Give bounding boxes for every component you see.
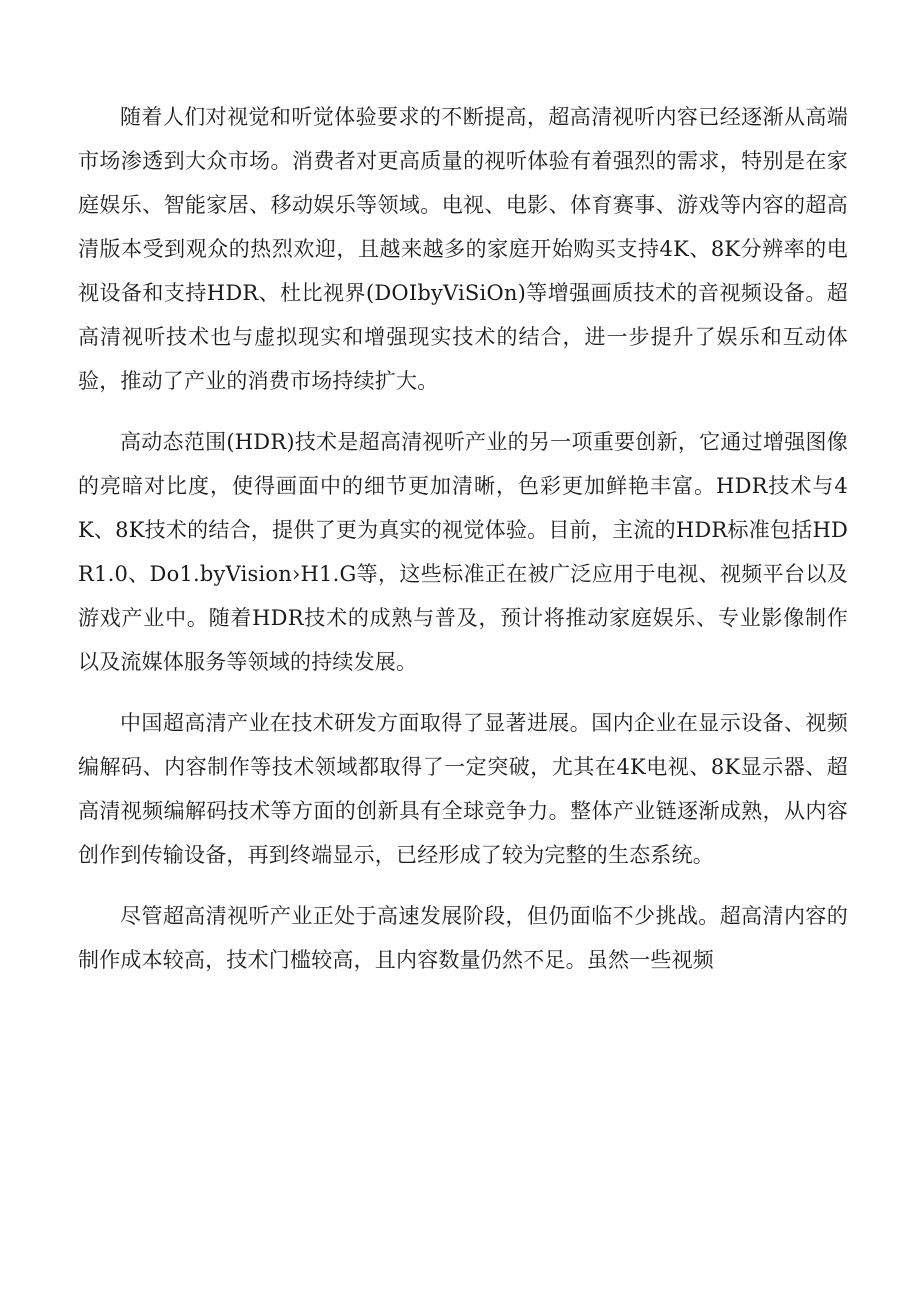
paragraph-hdr-technology: 高动态范围(HDR)技术是超高清视听产业的另一项重要创新，它通过增强图像的亮暗对比度，使得画面中的细节更加清晰，色彩更加鲜艳丰富。HDR技术与4K、8K技术的结合，提供了更为真实的视觉体验。目前，主流的HDR标准包括HDR1.0、Do1.byVision›H1.G等，这些标准正在被广泛应用于电视、视频平台以及游戏产业中。随着HDR技术的成熟与普及，预计将推动家庭娱乐、专业影像制作以及流媒体服务等领域的持续发展。 <box>78 430 848 674</box>
paragraph-challenges: 尽管超高清视听产业正处于高速发展阶段，但仍面临不少挑战。超高清内容的制作成本较高，技术门槛较高，且内容数量仍然不足。虽然一些视频 <box>78 904 848 972</box>
document-body <box>78 95 848 999</box>
paragraph-consumer-demand: 随着人们对视觉和听觉体验要求的不断提高，超高清视听内容已经逐渐从高端市场渗透到大众市场。消费者对更高质量的视听体验有着强烈的需求，特别是在家庭娱乐、智能家居、移动娱乐等领域。电视、电影、体育赛事、游戏等内容的超高清版本受到观众的热烈欢迎，且越来越多的家庭开始购买支持4K、8K分辨率的电视设备和支持HDR、杜比视界(DOIbyViSiOn)等增强画质技术的音视频设备。超高清视听技术也与虚拟现实和增强现实技术的结合，进一步提升了娱乐和互动体验，推动了产业的消费市场持续扩大。 <box>78 105 848 393</box>
paragraph-china-industry: 中国超高清产业在技术研发方面取得了显著进展。国内企业在显示设备、视频编解码、内容制作等技术领域都取得了一定突破，尤其在4K电视、8K显示器、超高清视频编解码技术等方面的创新具有全球竞争力。整体产业链逐渐成熟，从内容创作到传输设备，再到终端显示，已经形成了较为完整的生态系统。 <box>78 711 848 867</box>
